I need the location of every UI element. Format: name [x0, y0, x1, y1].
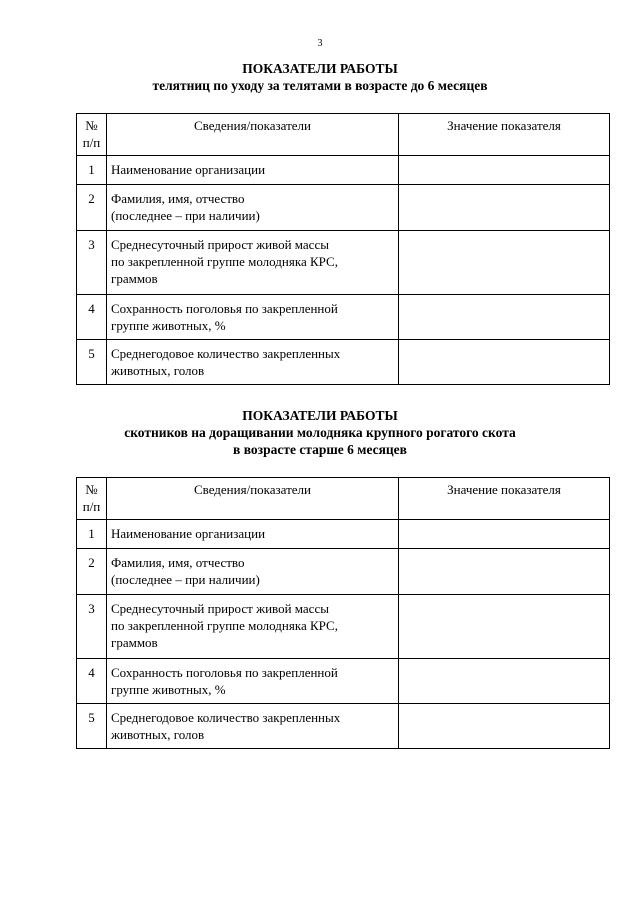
page-number: 3 — [317, 38, 323, 49]
header-value-cell: Значение показателя — [399, 478, 610, 520]
row-indicator-line: Наименование организации — [111, 162, 266, 177]
row-indicator-line: группе животных, % — [111, 682, 226, 697]
row-indicator — [107, 185, 399, 231]
table-row — [77, 704, 610, 749]
row-indicator-line: Среднегодовое количество закрепленных — [111, 346, 341, 361]
table-row — [77, 156, 610, 185]
row-number: 1 — [77, 156, 107, 185]
table-row — [77, 659, 610, 704]
table-row — [77, 340, 610, 385]
row-number: 1 — [77, 520, 107, 549]
row-value-field[interactable] — [399, 704, 610, 749]
row-number: 2 — [77, 549, 107, 595]
row-indicator-line: граммов — [111, 635, 158, 650]
header-num-cell — [77, 478, 107, 520]
row-number: 4 — [77, 295, 107, 340]
row-indicator — [107, 156, 399, 185]
row-indicator-line: Фамилия, имя, отчество — [111, 555, 245, 570]
row-indicator-line: Среднегодовое количество закрепленных — [111, 710, 341, 725]
row-indicator — [107, 340, 399, 385]
row-value-field[interactable] — [399, 659, 610, 704]
table-row — [77, 295, 610, 340]
indicators-table-1 — [76, 113, 610, 385]
row-indicator-line: по закрепленной группе молодняка КРС, — [111, 618, 338, 633]
row-value-field[interactable] — [399, 156, 610, 185]
section-2-title-line3: в возрасте старше 6 месяцев — [233, 442, 407, 457]
row-number: 5 — [77, 340, 107, 385]
table-header-row — [77, 114, 610, 156]
row-indicator — [107, 659, 399, 704]
row-indicator-line: (последнее – при наличии) — [111, 208, 260, 223]
section-2-title-line2: скотников на доращивании молодняка крупного рогатого скота — [124, 425, 516, 440]
table-row — [77, 520, 610, 549]
row-indicator — [107, 704, 399, 749]
header-num-symbol: № — [85, 118, 98, 133]
section-1-title-line2: телятниц по уходу за телятами в возрасте до 6 месяцев — [152, 78, 488, 93]
row-value-field[interactable] — [399, 520, 610, 549]
row-number: 5 — [77, 704, 107, 749]
row-value-field[interactable] — [399, 595, 610, 659]
header-num-cell — [77, 114, 107, 156]
row-indicator-line: по закрепленной группе молодняка КРС, — [111, 254, 338, 269]
row-value-field[interactable] — [399, 340, 610, 385]
header-info-cell: Сведения/показатели — [107, 478, 399, 520]
row-indicator-line: группе животных, % — [111, 318, 226, 333]
header-num-abbr: п/п — [82, 499, 101, 514]
row-indicator-line: Фамилия, имя, отчество — [111, 191, 245, 206]
row-indicator-line: Среднесуточный прирост живой массы — [111, 601, 329, 616]
row-indicator — [107, 595, 399, 659]
row-indicator-line: граммов — [111, 271, 158, 286]
row-indicator — [107, 520, 399, 549]
row-indicator — [107, 549, 399, 595]
table-row — [77, 231, 610, 295]
row-indicator-line: животных, голов — [111, 727, 205, 742]
row-indicator — [107, 231, 399, 295]
table-row — [77, 185, 610, 231]
header-num-symbol: № — [85, 482, 98, 497]
table-row — [77, 549, 610, 595]
row-indicator-line: Сохранность поголовья по закрепленной — [111, 665, 338, 680]
row-value-field[interactable] — [399, 295, 610, 340]
row-value-field[interactable] — [399, 549, 610, 595]
section-1-title-line1: ПОКАЗАТЕЛИ РАБОТЫ — [242, 61, 398, 76]
table-row — [77, 595, 610, 659]
row-indicator-line: животных, голов — [111, 363, 205, 378]
header-info-cell: Сведения/показатели — [107, 114, 399, 156]
row-number: 2 — [77, 185, 107, 231]
section-1-title — [0, 60, 640, 94]
row-indicator — [107, 295, 399, 340]
header-value-cell: Значение показателя — [399, 114, 610, 156]
indicators-table-2 — [76, 477, 610, 749]
row-number: 3 — [77, 595, 107, 659]
row-value-field[interactable] — [399, 185, 610, 231]
row-indicator-line: Сохранность поголовья по закрепленной — [111, 301, 338, 316]
section-2-title-line1: ПОКАЗАТЕЛИ РАБОТЫ — [242, 408, 398, 423]
row-indicator-line: Среднесуточный прирост живой массы — [111, 237, 329, 252]
row-indicator-line: Наименование организации — [111, 526, 266, 541]
section-2-title — [0, 407, 640, 458]
row-value-field[interactable] — [399, 231, 610, 295]
header-num-abbr: п/п — [82, 135, 101, 150]
table-header-row — [77, 478, 610, 520]
row-number: 4 — [77, 659, 107, 704]
row-number: 3 — [77, 231, 107, 295]
row-indicator-line: (последнее – при наличии) — [111, 572, 260, 587]
